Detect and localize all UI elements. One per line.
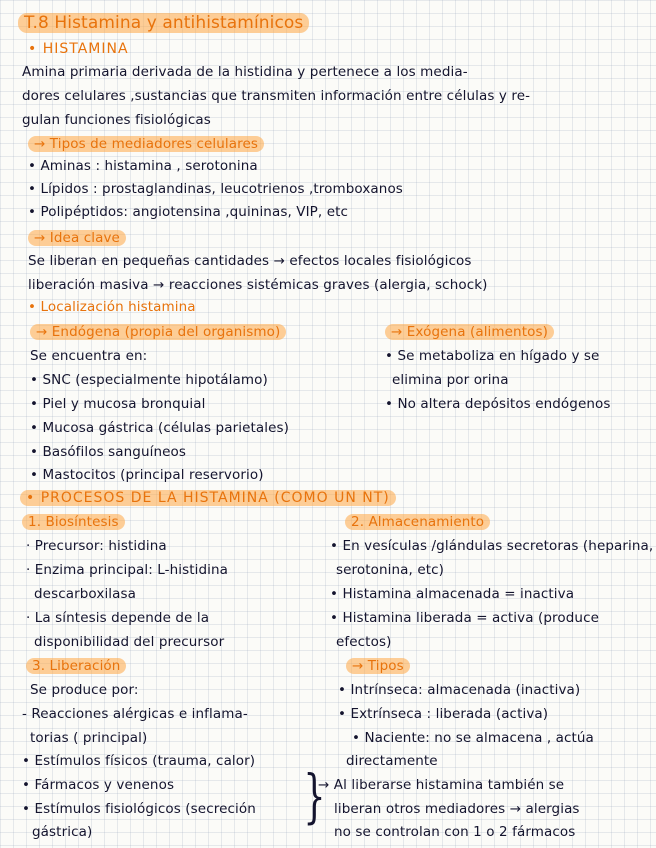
subheading-exogena: → Exógena (alimentos)	[385, 323, 554, 341]
section-heading-procesos: • PROCESOS DE LA HISTAMINA (COMO UN NT)	[20, 489, 396, 507]
subheading-idea-clave: → Idea clave	[28, 229, 126, 247]
list-item: • Aminas : histamina , serotonina	[28, 158, 258, 174]
endogena-intro: Se encuentra en:	[30, 348, 148, 364]
list-item: • Lípidos : prostaglandinas, leucotrienos ,tromboxanos	[28, 181, 403, 197]
list-item: • Intrínseca: almacenada (inactiva)	[338, 682, 581, 698]
list-item: descarboxilasa	[34, 586, 137, 602]
subheading-endogena: → Endógena (propia del organismo)	[30, 323, 286, 341]
list-item: gástrica)	[32, 824, 93, 840]
liberacion-intro: Se produce por:	[30, 682, 139, 698]
list-item: • Basófilos sanguíneos	[30, 444, 187, 460]
subheading-tipos: → Tipos	[346, 657, 410, 675]
list-item: • Mucosa gástrica (células parietales)	[30, 420, 290, 436]
list-item: · La síntesis depende de la	[26, 610, 210, 626]
list-item: • SNC (especialmente hipotálamo)	[30, 372, 268, 388]
list-item: - Reacciones alérgicas e inflama-	[22, 706, 248, 722]
list-item: torias ( principal)	[30, 730, 148, 746]
list-item: • No altera depósitos endógenos	[385, 396, 611, 412]
idea-line: Se liberan en pequeñas cantidades → efectos locales fisiológicos	[28, 253, 472, 269]
list-item: • Extrínseca : liberada (activa)	[338, 706, 549, 722]
section-heading-localizacion: • Localización histamina	[28, 299, 196, 315]
curly-brace-icon: }	[303, 762, 326, 830]
subheading-tipos-mediadores: → Tipos de mediadores celulares	[28, 135, 264, 153]
note-line: liberan otros mediadores → alergias	[334, 801, 580, 817]
list-item: · Enzima principal: L-histidina	[26, 562, 229, 578]
note-line: → Al liberarse histamina también se	[318, 777, 565, 793]
list-item: • Se metaboliza en hígado y se	[385, 348, 600, 364]
list-item: directamente	[346, 753, 438, 769]
list-item: efectos)	[336, 634, 392, 650]
list-item: • Polipéptidos: angiotensina ,quininas, VIP, etc	[28, 204, 349, 220]
page-title: T.8 Histamina y antihistamínicos	[18, 14, 309, 32]
definition-line: Amina primaria derivada de la histidina y pertenece a los media-	[22, 64, 468, 80]
list-item: • Histamina almacenada = inactiva	[330, 586, 575, 602]
list-item: • Fármacos y venenos	[22, 777, 175, 793]
list-item: • En vesículas /glándulas secretoras (heparina,	[330, 538, 654, 554]
list-item: • Mastocitos (principal reservorio)	[30, 467, 264, 483]
note-line: no se controlan con 1 o 2 fármacos	[334, 824, 576, 840]
list-item: • Estímulos fisiológicos (secreción	[22, 801, 256, 817]
subheading-biosintesis: 1. Biosíntesis	[22, 513, 125, 531]
subheading-almacenamiento: 2. Almacenamiento	[345, 513, 490, 531]
list-item: · Precursor: histidina	[26, 538, 167, 554]
list-item: elimina por orina	[392, 372, 509, 388]
definition-line: dores celulares ,sustancias que transmiten información entre células y re-	[22, 88, 531, 104]
list-item: • Naciente: no se almacena , actúa	[352, 730, 594, 746]
definition-line: gulan funciones fisiológicas	[22, 112, 211, 128]
list-item: • Estímulos físicos (trauma, calor)	[22, 753, 256, 769]
list-item: serotonina, etc)	[336, 562, 445, 578]
list-item: disponibilidad del precursor	[34, 634, 225, 650]
subheading-liberacion: 3. Liberación	[26, 657, 126, 675]
idea-line: liberación masiva → reacciones sistémicas graves (alergia, schock)	[28, 277, 488, 293]
section-heading-histamina: • HISTAMINA	[28, 41, 129, 57]
list-item: • Piel y mucosa bronquial	[30, 396, 206, 412]
list-item: • Histamina liberada = activa (produce	[330, 610, 600, 626]
